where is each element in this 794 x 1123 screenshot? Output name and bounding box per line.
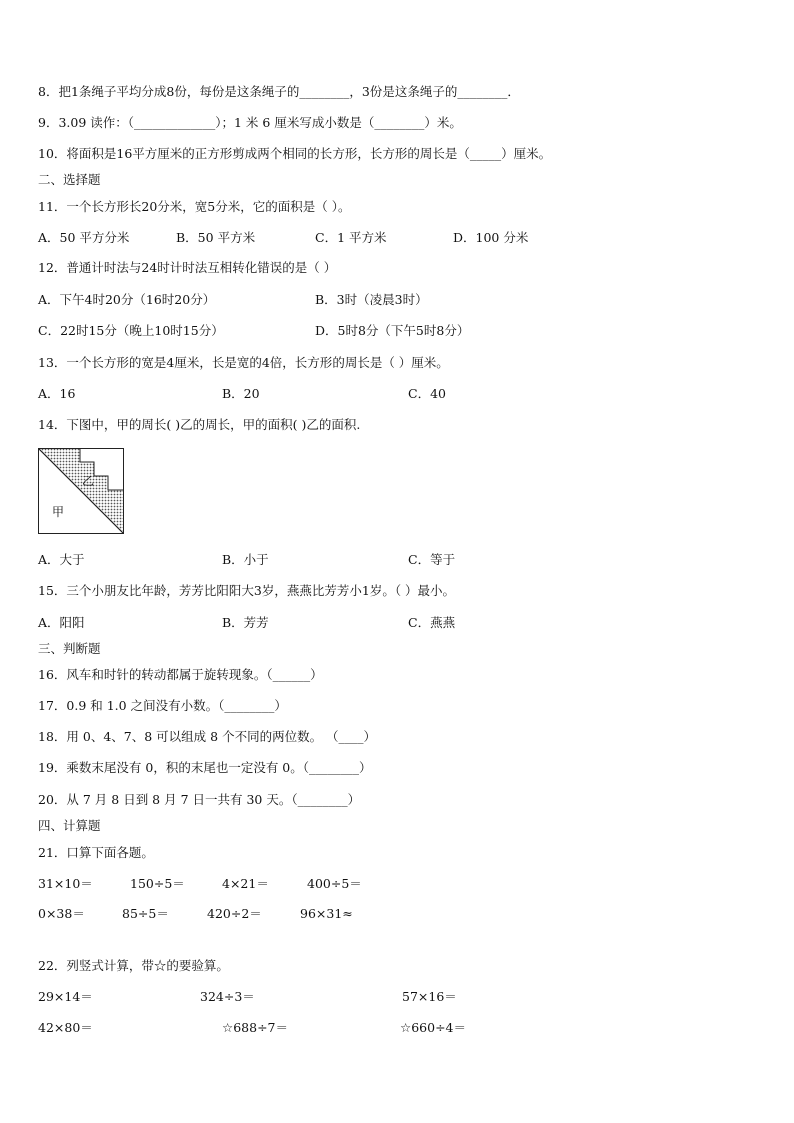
section-judge-heading: 三、判断题 [38, 641, 101, 656]
label-jia: 甲 [52, 505, 65, 519]
q14-figure [38, 448, 124, 534]
label-yi: 乙 [82, 474, 95, 488]
q21-item: 420÷2＝ [207, 906, 262, 921]
question-11: 11．一个长方形长20分米，宽5分米，它的面积是（ ）。 [38, 199, 351, 214]
q21-item: 0×38＝ [38, 906, 85, 921]
q11-option-a: A．50 平方分米 [38, 230, 130, 245]
q21-item: 400÷5＝ [307, 876, 362, 891]
q22-item: 42×80＝ [38, 1020, 93, 1035]
section-choice-heading: 二、选择题 [38, 172, 101, 187]
q21-item: 31×10＝ [38, 876, 93, 891]
q21-item: 85÷5＝ [122, 906, 169, 921]
q14-option-b: B．小于 [222, 552, 269, 567]
q12-option-b: B．3时（凌晨3时） [315, 292, 428, 307]
question-19: 19．乘数末尾没有 0，积的末尾也一定没有 0。（________） [38, 760, 372, 775]
q14-option-c: C．等于 [408, 552, 456, 567]
question-14: 14．下图中，甲的周长( )乙的周长，甲的面积( )乙的面积. [38, 417, 361, 432]
q22-item: ☆688÷7＝ [222, 1020, 288, 1035]
q15-option-b: B．芳芳 [222, 615, 269, 630]
q22-item: 57×16＝ [402, 989, 457, 1004]
q22-item: 29×14＝ [38, 989, 93, 1004]
q11-option-b: B．50 平方米 [176, 230, 256, 245]
question-20: 20．从 7 月 8 日到 8 月 7 日一共有 30 天。（________） [38, 792, 361, 807]
q13-option-a: A．16 [38, 386, 76, 401]
q13-option-c: C．40 [408, 386, 446, 401]
q12-option-a: A．下午4时20分（16时20分） [38, 292, 216, 307]
question-9: 9．3.09 读作：（_____________）；1 米 6 厘米写成小数是（________）米。 [38, 115, 462, 130]
question-17: 17．0.9 和 1.0 之间没有小数。（________） [38, 698, 287, 713]
question-21: 21．口算下面各题。 [38, 845, 154, 860]
q12-option-d: D．5时8分（下午5时8分） [315, 323, 470, 338]
question-12: 12．普通计时法与24时计时法互相转化错误的是（ ） [38, 260, 337, 275]
q13-option-b: B．20 [222, 386, 260, 401]
q22-item: ☆660÷4＝ [400, 1020, 466, 1035]
q21-item: 4×21＝ [222, 876, 269, 891]
question-16: 16．风车和时针的转动都属于旋转现象。（______） [38, 667, 323, 682]
question-8: 8．把1条绳子平均分成8份，每份是这条绳子的________，3份是这条绳子的________． [38, 84, 520, 99]
question-10: 10．将面积是16平方厘米的正方形剪成两个相同的长方形，长方形的周长是（_____）厘米。 [38, 146, 552, 161]
q21-item: 96×31≈ [300, 906, 353, 921]
question-15: 15．三个小朋友比年龄，芳芳比阳阳大3岁，燕燕比芳芳小1岁。（ ）最小。 [38, 583, 456, 598]
question-18: 18．用 0、4、7、8 可以组成 8 个不同的两位数。 （____） [38, 729, 377, 744]
q21-item: 150÷5＝ [130, 876, 185, 891]
q14-option-a: A．大于 [38, 552, 85, 567]
section-calc-heading: 四、计算题 [38, 818, 101, 833]
q22-item: 324÷3＝ [200, 989, 255, 1004]
question-13: 13．一个长方形的宽是4厘米，长是宽的4倍，长方形的周长是（ ）厘米。 [38, 355, 449, 370]
q15-option-c: C．燕燕 [408, 615, 456, 630]
q11-option-d: D．100 分米 [453, 230, 529, 245]
q11-option-c: C．1 平方米 [315, 230, 387, 245]
q14-figure-svg [38, 448, 124, 534]
q12-option-c: C．22时15分（晚上10时15分） [38, 323, 224, 338]
question-22: 22．列竖式计算，带☆的要验算。 [38, 958, 229, 973]
q15-option-a: A．阳阳 [38, 615, 85, 630]
